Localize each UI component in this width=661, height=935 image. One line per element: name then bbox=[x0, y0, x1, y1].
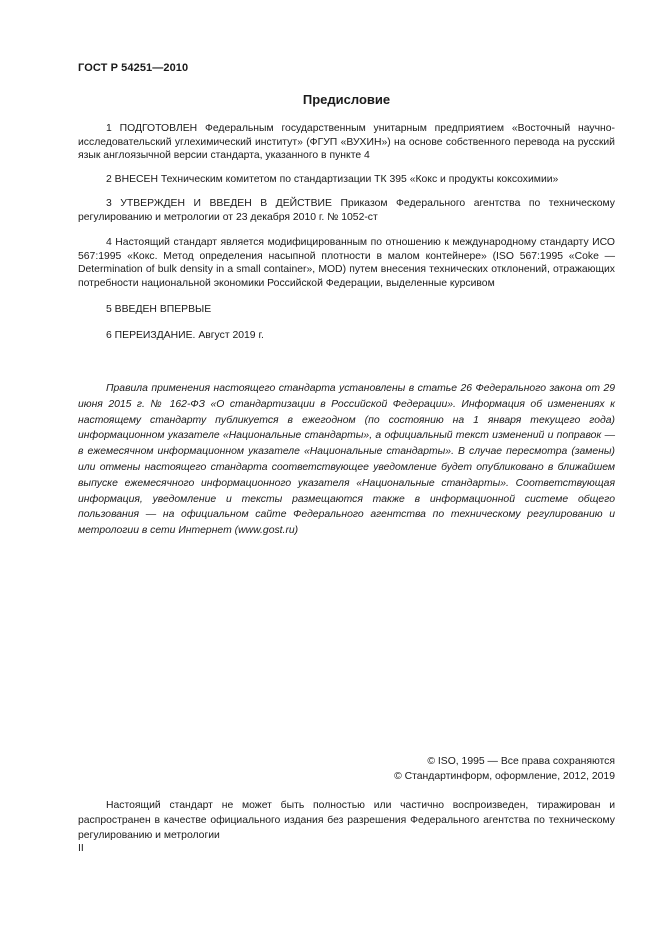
rules-note-text: Правила применения настоящего стандарта установлены в статье 26 Федерального закона от 29 июня 2015 г. № 162-ФЗ «О стандартизации в Российской Федерации». Информация об изменениях к настоящему стандарту публикуется в ежегодном (по состоянию на 1 января текущего года) информационном указателе «Национальные стандарты», а официальный текст изменений и поправок — в ежемесячном информационном указателе «Национальные стандарты». В случае пересмотра (замены) или отмены настоящего стандарта соответствующее уведомление будет опубликовано в ближайшем выпуске ежемесячного информационного указателя «Национальные стандарты». Соответствующая информация, уведомление и тексты размещаются также в информационной системе общего пользования — на официальном сайте Федерального агентства по техническому регулированию и метрологии в сети Интернет (www.gost.ru) bbox=[78, 383, 615, 537]
paragraph-modified bbox=[78, 236, 615, 290]
paragraph-reissue bbox=[78, 329, 615, 343]
paragraph-approved bbox=[78, 197, 615, 224]
reproduction-notice-text: Настоящий стандарт не может быть полностью или частично воспроизведен, тиражирован и распространен в качестве официального издания без разрешения Федерального агентства по техническому регулированию и метрологии bbox=[78, 800, 615, 842]
standard-code: ГОСТ Р 54251—2010 bbox=[78, 62, 189, 74]
paragraph-first-introduced bbox=[78, 303, 615, 317]
paragraph-text: 5 ВВЕДЕН ВПЕРВЫЕ bbox=[106, 304, 212, 315]
rules-note bbox=[78, 381, 615, 539]
paragraph-prepared bbox=[78, 122, 615, 163]
reproduction-notice bbox=[78, 798, 615, 844]
paragraph-text: 1 ПОДГОТОВЛЕН Федеральным государственным унитарным предприятием «Восточный научно-исследовательский углехимический институт» (ФГУП «ВУХИН») на основе собственного перевода на русский язык англоязычной версии стандарта, указанного в пункте 4 bbox=[78, 123, 615, 162]
copyright-standartinform: © Стандартинформ, оформление, 2012, 2019 bbox=[394, 771, 615, 782]
paragraph-text: 3 УТВЕРЖДЕН И ВВЕДЕН В ДЕЙСТВИЕ Приказом Федерального агентства по техническому регулированию и метрологии от 23 декабря 2010 г. № 1052-ст bbox=[78, 198, 615, 223]
paragraph-text: 2 ВНЕСЕН Техническим комитетом по стандартизации ТК 395 «Кокс и продукты коксохимии» bbox=[106, 174, 559, 185]
page-title: Предисловие bbox=[302, 92, 391, 107]
paragraph-introduced bbox=[78, 173, 615, 187]
paragraph-text: 6 ПЕРЕИЗДАНИЕ. Август 2019 г. bbox=[106, 330, 264, 341]
paragraph-text: 4 Настоящий стандарт является модифицированным по отношению к международному стандарту ИСО 567:1995 «Кокс. Метод определения насыпной плотности в малом контейнере» (ISO 567:1995 «Coke — Determination of bulk density in a small container», MOD) путем внесения технических отклонений, отражающих потребности национальной экономики Российской Федерации, выделенные курсивом bbox=[78, 237, 615, 289]
page-number: II bbox=[78, 843, 84, 854]
copyright-iso: © ISO, 1995 — Все права сохраняются bbox=[427, 756, 615, 767]
